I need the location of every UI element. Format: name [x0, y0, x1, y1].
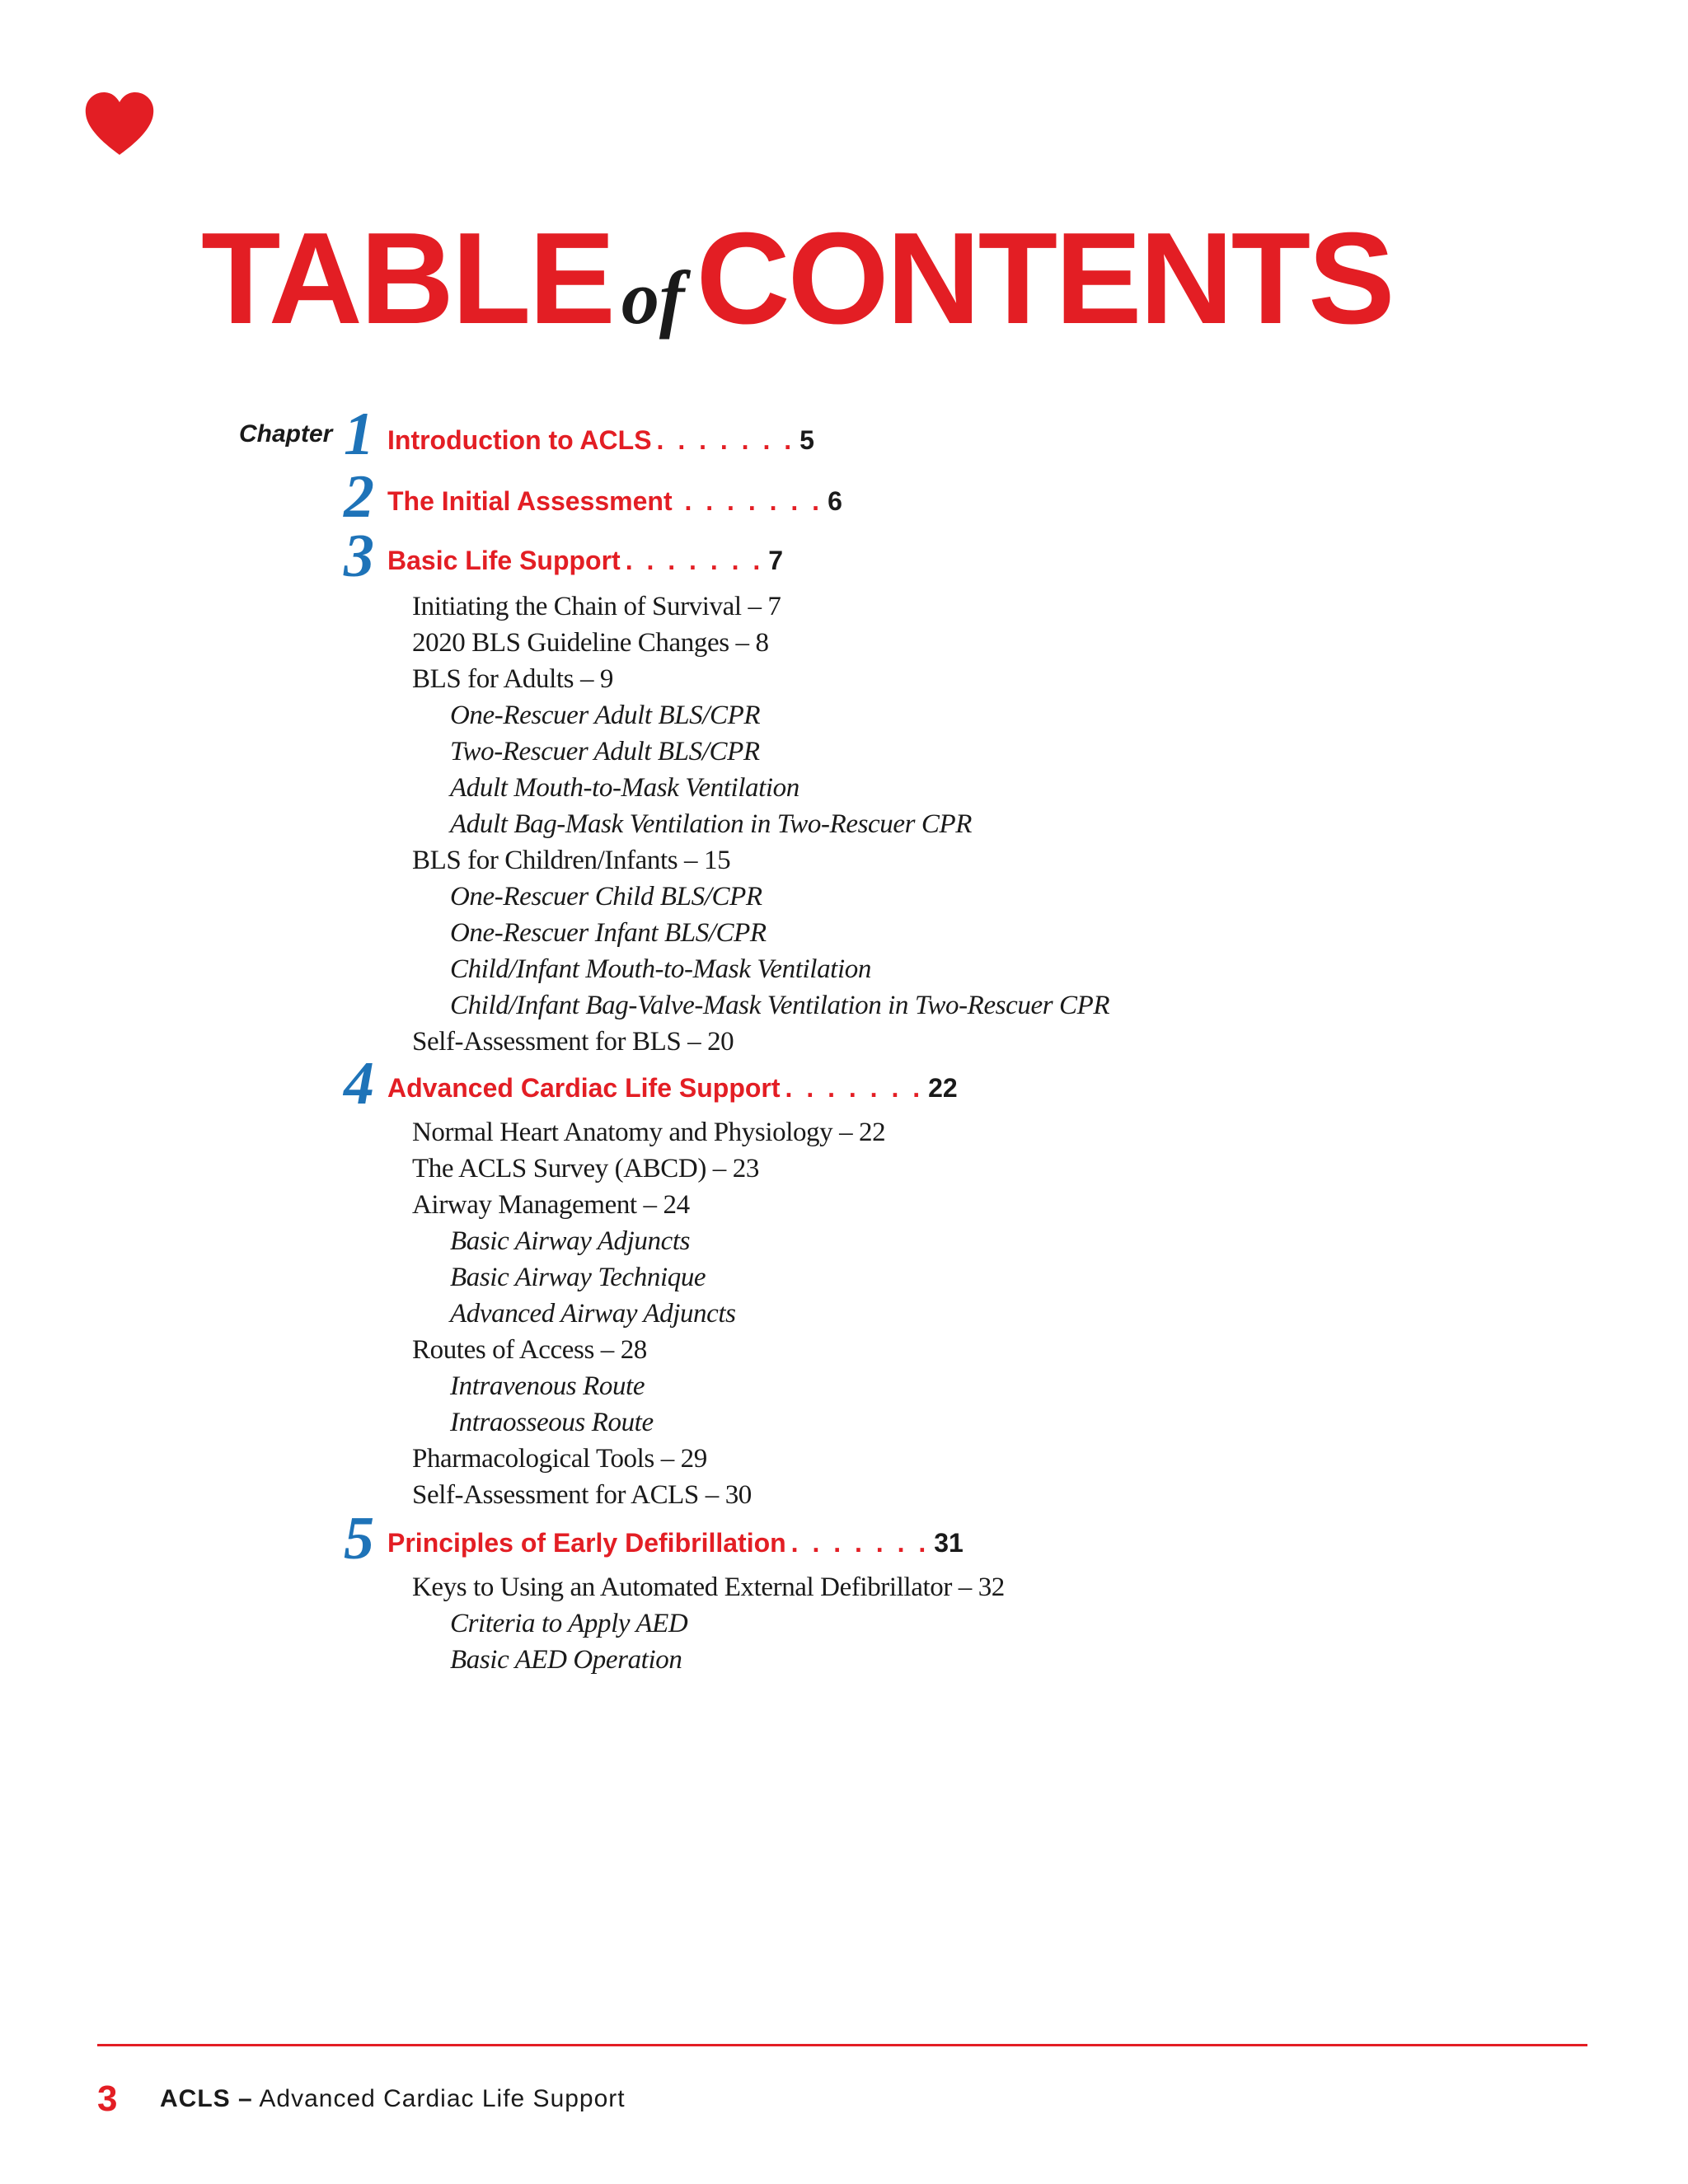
toc-entry[interactable]: Initiating the Chain of Survival – 7 [412, 592, 781, 621]
toc-entry[interactable]: Self-Assessment for ACLS – 30 [412, 1480, 752, 1510]
title-table: TABLE [201, 206, 613, 351]
heart-icon [84, 91, 155, 157]
chapter-title[interactable] [387, 425, 814, 456]
toc-subentry[interactable]: Intravenous Route [450, 1371, 645, 1401]
page-number: 31 [934, 1528, 964, 1558]
page-number: 7 [768, 546, 784, 575]
dot-leader: . . . . . . . [656, 425, 795, 455]
toc-entry[interactable]: Normal Heart Anatomy and Physiology – 22 [412, 1118, 886, 1147]
toc-subentry[interactable]: Basic AED Operation [450, 1645, 682, 1675]
toc-entry[interactable]: Routes of Access – 28 [412, 1335, 647, 1365]
toc-entry[interactable]: Keys to Using an Automated External Defibrillator – 32 [412, 1572, 1005, 1602]
toc-entry[interactable]: The ACLS Survey (ABCD) – 23 [412, 1154, 759, 1183]
page-number: 22 [928, 1073, 958, 1103]
chapter-title-text: Principles of Early Defibrillation [387, 1528, 786, 1558]
chapter-title[interactable] [387, 1528, 964, 1558]
page-number: 6 [828, 486, 842, 516]
chapter-title-text: Basic Life Support [387, 546, 621, 575]
toc-subentry[interactable]: Basic Airway Technique [450, 1263, 706, 1292]
chapter-title-text: The Initial Assessment [387, 486, 680, 516]
chapter-number: 4 [344, 1050, 374, 1118]
dot-leader: . . . . . . . [785, 1073, 924, 1103]
toc-subentry[interactable]: Two-Rescuer Adult BLS/CPR [450, 737, 760, 766]
toc-entry[interactable]: BLS for Children/Infants – 15 [412, 846, 731, 875]
chapter-title[interactable] [387, 546, 783, 576]
chapter-label: Chapter [239, 420, 333, 448]
title-contents: CONTENTS [696, 206, 1393, 351]
toc-subentry[interactable]: One-Rescuer Child BLS/CPR [450, 882, 762, 912]
chapter-title[interactable] [387, 486, 842, 517]
footer-book-long: Advanced Cardiac Life Support [259, 2085, 626, 2112]
chapter-number: 1 [344, 401, 374, 468]
toc-subentry[interactable]: Adult Mouth-to-Mask Ventilation [450, 773, 799, 803]
chapter-number: 5 [344, 1505, 374, 1572]
page-number: 5 [799, 425, 814, 455]
toc-entry[interactable]: Airway Management – 24 [412, 1190, 690, 1220]
footer-book-short: ACLS – [160, 2085, 253, 2112]
footer-page-number: 3 [97, 2079, 118, 2119]
toc-subentry[interactable]: Criteria to Apply AED [450, 1609, 688, 1638]
toc-subentry[interactable]: Adult Bag-Mask Ventilation in Two-Rescuer CPR [450, 809, 973, 839]
page-title [201, 206, 1393, 363]
toc-subentry[interactable]: Basic Airway Adjuncts [450, 1226, 691, 1256]
chapter-number: 3 [344, 523, 374, 590]
footer-book-title [160, 2085, 626, 2113]
chapter-title-text: Advanced Cardiac Life Support [387, 1073, 781, 1103]
title-of: of [621, 255, 685, 340]
dot-leader: . . . . . . . [684, 486, 823, 516]
chapter-title-text: Introduction to ACLS [387, 425, 652, 455]
toc-entry[interactable]: Self-Assessment for BLS – 20 [412, 1027, 734, 1057]
chapter-number: 2 [344, 463, 374, 531]
toc-subentry[interactable]: Intraosseous Route [450, 1408, 654, 1437]
toc-subentry[interactable]: Child/Infant Mouth-to-Mask Ventilation [450, 954, 871, 984]
toc-entry[interactable]: Pharmacological Tools – 29 [412, 1444, 707, 1474]
toc-subentry[interactable]: Advanced Airway Adjuncts [450, 1299, 736, 1329]
toc-subentry[interactable]: Child/Infant Bag-Valve-Mask Ventilation in Two-Rescuer CPR [450, 991, 1110, 1020]
dot-leader: . . . . . . . [790, 1528, 930, 1558]
toc-subentry[interactable]: One-Rescuer Infant BLS/CPR [450, 918, 767, 948]
dot-leader: . . . . . . . [625, 546, 764, 575]
toc-entry[interactable]: 2020 BLS Guideline Changes – 8 [412, 628, 769, 658]
toc-entry[interactable]: BLS for Adults – 9 [412, 664, 613, 694]
footer-divider [97, 2044, 1587, 2046]
toc-subentry[interactable]: One-Rescuer Adult BLS/CPR [450, 701, 761, 730]
chapter-title[interactable] [387, 1073, 958, 1104]
